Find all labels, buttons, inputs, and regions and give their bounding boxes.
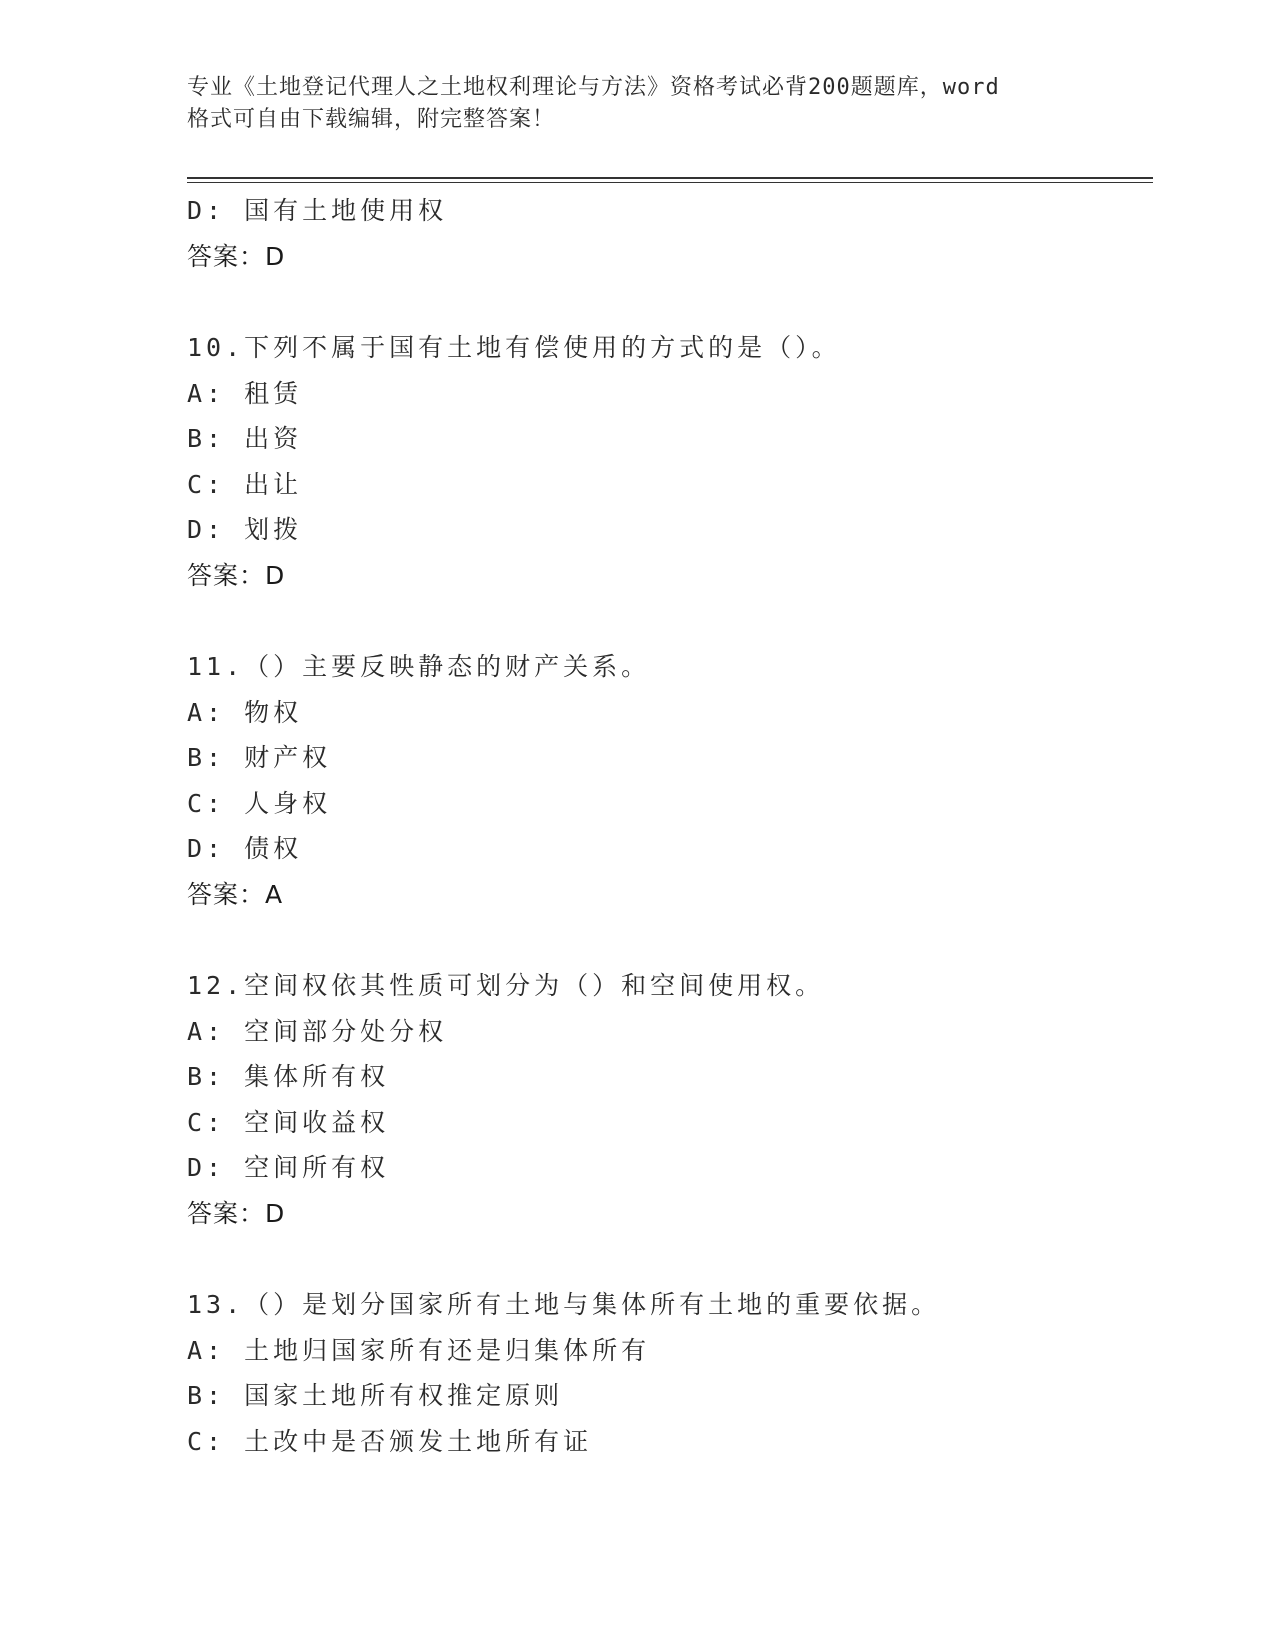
option-d: D: 划拨 (187, 515, 303, 544)
question-11 (187, 644, 1153, 917)
question-stem: 13.（）是划分国家所有土地与集体所有土地的重要依据。 (187, 1290, 941, 1319)
header-divider-thin (187, 182, 1153, 183)
header-divider-thick (187, 177, 1153, 179)
question-12 (187, 963, 1153, 1236)
option-a: A: 土地归国家所有还是归集体所有 (187, 1335, 651, 1365)
spacer (187, 917, 1153, 963)
document-header (187, 72, 1067, 136)
spacer (187, 279, 1153, 325)
option-c: C: 空间收益权 (187, 1107, 390, 1137)
header-line-2: 格式可自由下载编辑，附完整答案！ (187, 107, 556, 132)
prev-question-answer: 答案：D (187, 241, 286, 271)
option-d: D: 债权 (187, 834, 303, 863)
question-list (187, 188, 1153, 1464)
option-a: A: 租赁 (187, 378, 303, 408)
question-stem: 10.下列不属于国有土地有偿使用的方式的是（）。 (187, 333, 841, 362)
question-13 (187, 1282, 1153, 1464)
option-b: B: 集体所有权 (187, 1062, 390, 1091)
question-10 (187, 325, 1153, 598)
answer: 答案：D (187, 560, 286, 590)
option-c: C: 土改中是否颁发土地所有证 (187, 1426, 593, 1456)
answer: 答案：A (187, 879, 284, 909)
option-c: C: 人身权 (187, 788, 332, 818)
spacer (187, 1236, 1153, 1282)
option-c: C: 出让 (187, 469, 303, 499)
answer: 答案：D (187, 1198, 286, 1228)
option-b: B: 财产权 (187, 743, 332, 772)
option-a: A: 空间部分处分权 (187, 1016, 448, 1046)
prev-question-option-d: D: 国有土地使用权 (187, 196, 448, 225)
question-stem: 11.（）主要反映静态的财产关系。 (187, 652, 651, 681)
option-b: B: 出资 (187, 424, 303, 453)
question-stem: 12.空间权依其性质可划分为（）和空间使用权。 (187, 971, 825, 1000)
option-a: A: 物权 (187, 697, 303, 727)
header-line-1: 专业《土地登记代理人之土地权利理论与方法》资格考试必背200题题库，word (187, 75, 1000, 100)
option-b: B: 国家土地所有权推定原则 (187, 1381, 564, 1410)
option-d: D: 空间所有权 (187, 1153, 390, 1182)
spacer (187, 598, 1153, 644)
